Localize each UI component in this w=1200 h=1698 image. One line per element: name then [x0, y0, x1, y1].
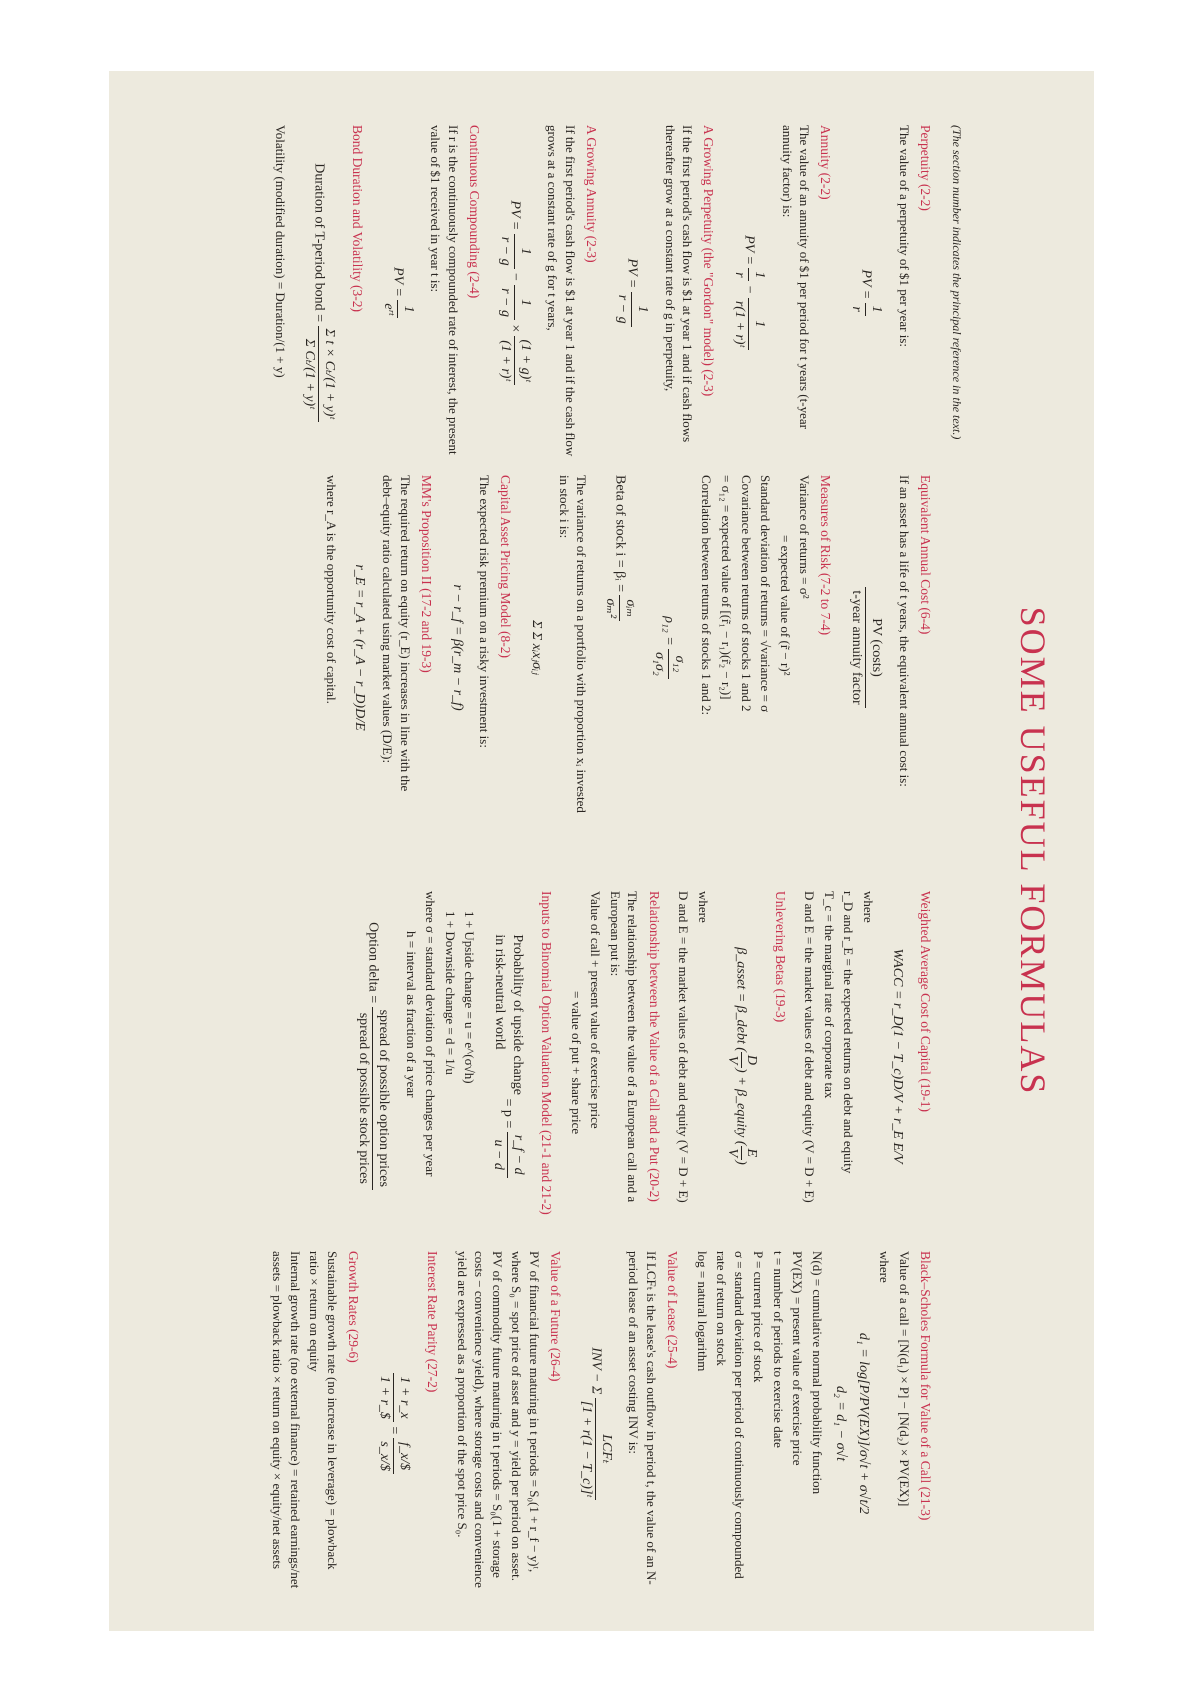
continuous-heading: Continuous Compounding (2-4) — [467, 125, 483, 299]
bs-def-4: P = current price of stock — [751, 1251, 767, 1383]
fraction — [722, 1052, 761, 1068]
denominator: r − g — [615, 294, 631, 324]
operator: × — [507, 323, 523, 333]
fraction — [729, 268, 768, 281]
formula-card — [109, 71, 1094, 1631]
numerator: σ₁₂ — [668, 649, 688, 679]
formula-lhs: PV = — [390, 267, 406, 297]
numerator: 1 — [514, 285, 534, 320]
fraction — [353, 1007, 392, 1190]
bs-d2: d₂ = d₁ − σ√t — [832, 1385, 848, 1462]
operator: = — [386, 1425, 402, 1435]
numerator: 1 + r_x — [393, 1373, 413, 1422]
fraction — [846, 303, 885, 316]
irp-heading: Interest Rate Parity (27-2) — [425, 1251, 441, 1393]
wacc-where: where — [860, 891, 876, 923]
denominator: [1 + r(1 − T_c)]ᵗ — [578, 1400, 594, 1497]
parity-heading: Relationship between the Value of a Call and a Put (20-2) — [646, 891, 662, 1202]
formula-lhs: PV = — [858, 269, 874, 300]
denominator: u − d — [491, 1139, 507, 1170]
denominator: spread of possible stock prices — [356, 1012, 372, 1184]
beta-formula — [600, 475, 639, 820]
fraction — [378, 300, 417, 318]
fraction — [729, 298, 768, 350]
bs-def-6: log = natural logarithm — [694, 1251, 710, 1372]
covariance-text: Covariance between returns of stocks 1 and 2 — [738, 475, 754, 712]
numerator: (1 + g)ᵗ — [514, 336, 534, 384]
parity-formula-1: Value of call + present value of exercise price — [588, 891, 604, 1129]
bs-d1: d₁ = log[P/PV(EX)]/σ√t + σ√t/2 — [855, 1332, 871, 1515]
denominator: Σ Cₜ/(1 + y)ᵗ — [301, 338, 317, 409]
numerator: D — [741, 1052, 761, 1068]
numerator: r_f − d — [507, 1132, 527, 1178]
probability-formula — [488, 891, 527, 1221]
numerator: 1 — [748, 268, 768, 281]
probability-label-line-2: in risk-neutral world — [491, 934, 507, 1050]
future-text-1: PV of financial future maturing in t periods = S₀(1 + r_f − y)ᵗ, where S₀ = spot price of asset and y = yield per period on asset. — [509, 1251, 542, 1582]
annuity-heading: Annuity (2-2) — [818, 125, 834, 200]
formula-lhs: PV = — [741, 235, 757, 265]
fraction — [612, 292, 651, 327]
growing-perpetuity-heading: A Growing Perpetuity (the "Gordon" model) (2-3) — [701, 125, 717, 397]
formula-mid: + β_equity — [733, 1076, 749, 1138]
correlation-text: Correlation between returns of stocks 1 and 2: — [699, 475, 715, 716]
denominator: r(1 + r)ᵗ — [732, 300, 748, 347]
annuity-formula — [729, 125, 768, 460]
correlation-formula — [649, 475, 688, 820]
future-text-2: PV of commodity future maturing in t periods = S₀(1 + storage costs − convenience yield), where storage costs and convenience yield are expressed as a proportion of the spot price S₀. — [454, 1251, 505, 1588]
fraction — [374, 1373, 413, 1422]
duration-label: Duration of T-period bond = — [311, 163, 327, 323]
section-note: (The section number indicates the principal reference in the text.) — [950, 125, 964, 440]
parity-formula-2: = value of put + share price — [568, 991, 584, 1135]
binomial-h: h = interval as fraction of a year — [403, 931, 419, 1098]
duration-formula — [299, 125, 338, 460]
mm-where: where r_A is the opportunity cost of capital. — [323, 475, 339, 704]
denominator: σ₁σ₂ — [652, 652, 668, 676]
numerator: E — [741, 1146, 761, 1161]
growing-annuity-heading: A Growing Annuity (2-3) — [584, 125, 600, 263]
formula-lhs: Option delta = — [365, 922, 381, 1004]
numerator: 1 — [397, 300, 417, 318]
unlevering-def: D and E = the market values of debt and equity (V = D + E) — [676, 891, 692, 1203]
mm-formula: r_E = r_A + (r_A − r_D)D/E — [352, 564, 368, 731]
formula-lhs: ρ₁₂ = — [661, 616, 677, 646]
numerator: σᵢₘ — [619, 595, 639, 621]
lease-heading: Value of Lease (25-4) — [665, 1251, 681, 1369]
lease-formula — [576, 1251, 615, 1596]
numerator: 1 — [514, 234, 534, 269]
annuity-text: The value of an annuity of $1 per period for t years (t-year annuity factor) is: — [779, 125, 813, 429]
binomial-where: where σ = standard deviation of price changes per year — [423, 891, 439, 1177]
formula-lhs: Beta of stock i = βᵢ = — [612, 475, 628, 592]
bs-def-2: PV(EX) = present value of exercise price — [790, 1251, 806, 1466]
denominator: 1 + r_$ — [376, 1376, 392, 1419]
numerator: spread of possible option prices — [372, 1007, 392, 1190]
fraction — [374, 1438, 413, 1474]
portfolio-formula: Σ Σ xᵢxⱼσᵢⱼ — [529, 620, 545, 675]
formula-lhs: PV = — [507, 200, 523, 231]
denominator: t-year annuity factor — [849, 590, 865, 705]
fraction — [495, 234, 534, 269]
wacc-def-1: r_D and r_E = the expected returns on debt and equity — [841, 891, 857, 1174]
eac-formula — [846, 475, 885, 820]
eac-heading: Equivalent Annual Cost (6-4) — [918, 475, 933, 635]
bs-formula: Value of a call = [N(d₁) × P] − [N(d₂) × PV(EX)] — [896, 1251, 912, 1507]
numerator: LCFₜ — [595, 1398, 615, 1500]
growth-heading: Growth Rates (29-6) — [346, 1251, 362, 1363]
denominator: eʳᵗ — [380, 303, 396, 315]
column-4 — [267, 1251, 934, 1596]
fraction — [495, 336, 534, 384]
page-title: SOME USEFUL FORMULAS — [1013, 606, 1053, 1096]
volatility-text: Volatility (modified duration) = Duration/(1 + y) — [273, 125, 289, 378]
wacc-def-3: D and E = the market values of debt and equity (V = D + E) — [802, 891, 818, 1203]
probability-label — [489, 934, 527, 1095]
formula-lhs: = p = — [500, 1098, 516, 1129]
wacc-formula: WACC = r_D(1 − T_c)D/V + r_E E/V — [889, 948, 905, 1164]
fraction — [846, 587, 885, 707]
fraction — [722, 1146, 761, 1161]
downside-formula: 1 + Downside change = d = 1/u — [442, 911, 458, 1075]
numerator: Σ t × Cₜ/(1 + y)ᵗ — [318, 326, 338, 422]
wacc-heading: Weighted Average Cost of Capital (19-1) — [918, 891, 933, 1112]
unlevering-where: where — [695, 891, 711, 923]
formula-lhs: INV − Σ — [588, 1347, 604, 1395]
wacc-def-2: T_c = the marginal rate of corporate tax — [821, 891, 837, 1099]
operator: − — [507, 272, 523, 282]
fraction — [576, 1398, 615, 1500]
column-3 — [343, 891, 934, 1221]
growing-annuity-formula — [495, 125, 534, 460]
formula-lhs: PV = — [624, 258, 640, 289]
numerator: 1 — [631, 292, 651, 327]
eac-text: If an asset has a life of t years, the equivalent annual cost is: — [896, 475, 912, 787]
bs-def-3: t = number of periods to exercise date — [770, 1251, 786, 1448]
variance-def: = expected value of (r̃ − r)² — [777, 535, 793, 676]
formula-lhs: β_asset = β_debt — [733, 947, 749, 1044]
mm-heading: MM's Proposition II (17-2 and 19-3) — [418, 475, 434, 673]
denominator: σₘ² — [603, 598, 619, 619]
fraction — [299, 326, 338, 422]
future-heading: Value of a Future (26-4) — [547, 1251, 563, 1382]
growing-perpetuity-formula — [612, 125, 651, 460]
upside-formula: 1 + Upside change = u = e^(σ√h) — [462, 911, 478, 1084]
unlevering-heading: Unlevering Betas (19-3) — [772, 891, 788, 1023]
capm-text: The expected risk premium on a risky investment is: — [477, 475, 493, 748]
denominator: V — [724, 1148, 740, 1158]
growth-text-2: Internal growth rate (no external finance) = retained earnings/net assets = plowback ratio × return on equity × equity/net assets — [270, 1251, 303, 1589]
fraction — [488, 1132, 527, 1178]
bs-def-5: σ = standard deviation per period of continuously compounded rate of return on stock — [714, 1251, 747, 1579]
unlevering-formula: β_asset = β_debt ( D V ) + β_equity ( E V ) — [722, 891, 761, 1221]
parity-text: The relationship between the value of a European call and a European put is: — [607, 891, 641, 1203]
perpetuity-formula — [846, 125, 885, 460]
bs-heading: Black–Scholes Formula for Value of a Call (21-3) — [918, 1251, 933, 1521]
binomial-heading: Inputs to Binomial Option Valuation Model (21-1 and 21-2) — [539, 891, 555, 1215]
column-2 — [320, 475, 934, 820]
denominator: r − g — [498, 236, 514, 266]
numerator: PV (costs) — [865, 587, 885, 707]
bond-heading: Bond Duration and Volatility (3-2) — [350, 125, 366, 312]
growth-text-1: Sustainable growth rate (no increase in leverage) = plowback ratio × return on equity — [307, 1251, 340, 1570]
numerator: f_x/$ — [393, 1438, 413, 1474]
covariance-def: = σ₁₂ = expected value of [(r̃₁ − r₁)(r̃₂ − r₂)] — [719, 475, 735, 700]
numerator: 1 — [865, 303, 885, 316]
denominator: (1 + r)ᵗ — [498, 340, 514, 381]
denominator: r — [849, 306, 865, 312]
capm-formula: r − r_f = β(r_m − r_f) — [449, 584, 465, 711]
fraction — [495, 285, 534, 320]
perpetuity-heading: Perpetuity (2-2) — [918, 125, 933, 211]
delta-formula — [353, 891, 392, 1221]
irp-formula — [374, 1251, 413, 1596]
numerator: 1 — [748, 298, 768, 350]
denominator: r − g — [498, 288, 514, 317]
risk-heading: Measures of Risk (7-2 to 7-4) — [818, 475, 834, 636]
continuous-formula — [378, 125, 417, 460]
fraction — [600, 595, 639, 621]
bs-def-1: N(d) = cumulative normal probability function — [809, 1251, 825, 1495]
growing-annuity-text: If the first period's cash flow is $1 at year 1 and if the cash flow grows at a constant rate of g for t years, — [545, 125, 579, 457]
growing-perpetuity-text: If the first period's cash flow is $1 at year 1 and if cash flows thereafter grow at a constant rate of g in perpetuity, — [662, 125, 696, 443]
variance-text: Variance of returns = σ² — [797, 475, 813, 599]
perpetuity-text: The value of a perpetuity of $1 per year is: — [896, 125, 912, 347]
capm-heading: Capital Asset Pricing Model (8-2) — [498, 475, 514, 658]
bs-where: where — [877, 1251, 893, 1283]
operator: − — [741, 284, 757, 295]
continuous-text: If r is the continuously compounded rate of interest, the present value of $1 received in year t is: — [428, 125, 461, 455]
mm-text: The required return on equity (r_E) increases in line with the debt–equity ratio calculated using market values (D/E): — [379, 475, 413, 792]
portfolio-text: The variance of returns on a portfolio with proportion xᵢ invested in stock i is: — [556, 475, 590, 813]
denominator: s_x/$ — [376, 1441, 392, 1471]
stdev-text: Standard deviation of returns = √variance = σ — [758, 475, 774, 713]
fraction — [649, 649, 688, 679]
denominator: V — [724, 1055, 740, 1065]
denominator: r — [732, 272, 748, 278]
rotated-page — [109, 71, 1094, 1631]
lease-text: If LCFₜ is the lease's cash outflow in period t, the value of an N-period lease of an asset costing INV is: — [626, 1251, 659, 1585]
probability-label-line-1: Probability of upside change — [510, 934, 526, 1095]
column-1 — [270, 125, 934, 460]
